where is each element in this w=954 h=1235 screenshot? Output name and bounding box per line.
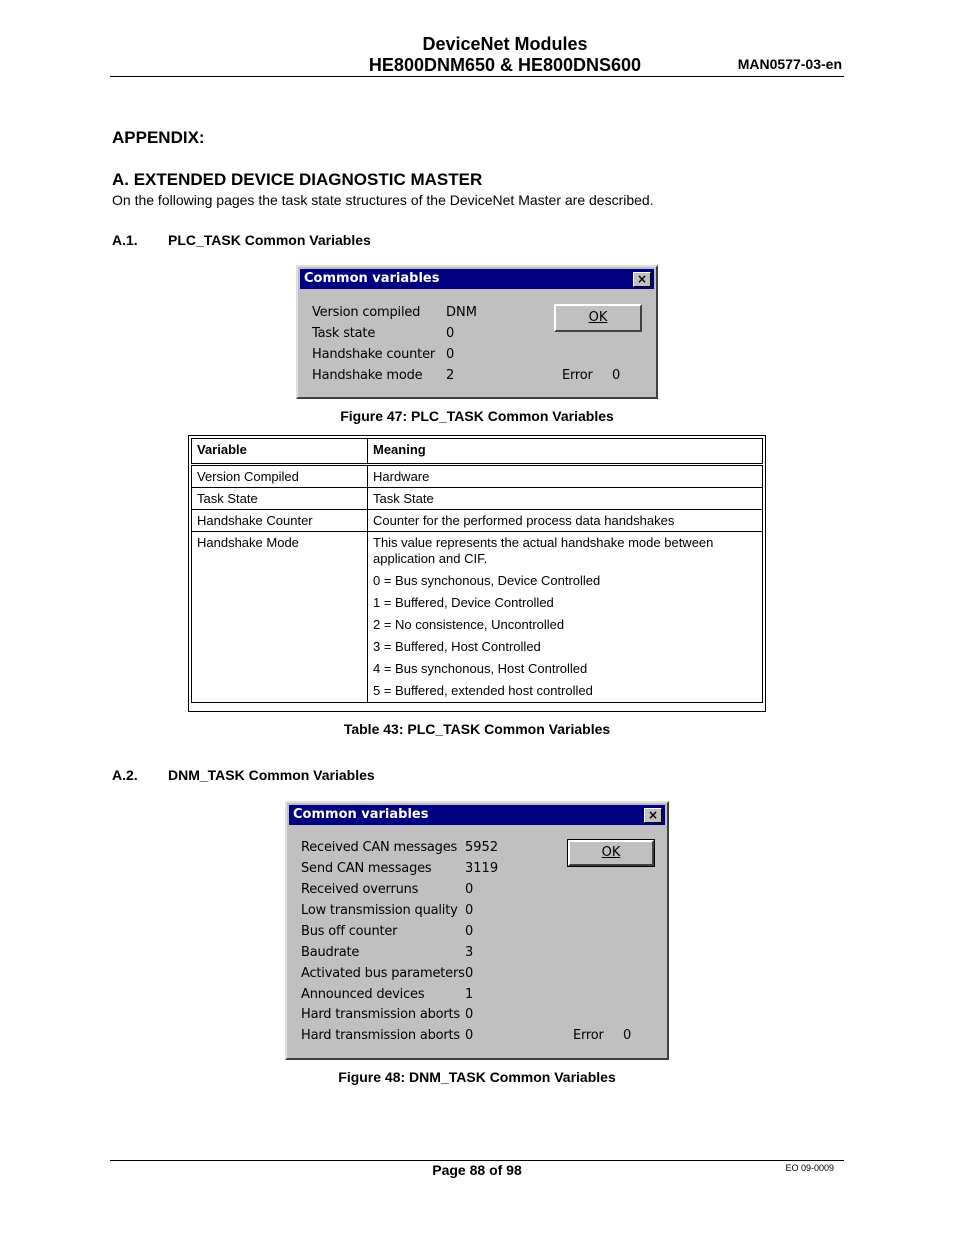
variable-cell: Handshake Mode xyxy=(192,532,368,703)
field-value: 0 xyxy=(465,882,474,897)
figure-47-caption: Figure 47: PLC_TASK Common Variables xyxy=(340,408,614,424)
ok-button-label: OK xyxy=(601,845,621,860)
field-value: 3 xyxy=(465,945,474,960)
close-icon[interactable]: × xyxy=(644,808,662,823)
field-label: Hard transmission aborts xyxy=(301,1007,461,1022)
field-value: 0 xyxy=(446,326,455,341)
dialog-title-bar xyxy=(300,269,654,289)
column-header-meaning: Meaning xyxy=(368,439,763,464)
field-value: 3119 xyxy=(465,861,499,876)
field-value: 2 xyxy=(446,368,455,383)
column-header-variable: Variable xyxy=(192,439,368,464)
field-label: Version compiled xyxy=(312,305,421,320)
eo-number: EO 09-0009 xyxy=(785,1163,834,1173)
ok-button[interactable] xyxy=(568,840,654,866)
meaning-cell: Task State xyxy=(368,488,763,510)
table-row xyxy=(192,510,763,532)
meaning-paragraph: 4 = Bus synchonous, Host Controlled xyxy=(373,661,588,676)
table-row xyxy=(192,466,763,488)
error-label: Error xyxy=(562,368,593,383)
field-value: 0 xyxy=(465,903,474,918)
document-title xyxy=(280,34,730,76)
meaning-paragraph: 2 = No consistence, Uncontrolled xyxy=(373,617,565,632)
section-a2-title: DNM_TASK Common Variables xyxy=(168,767,375,783)
document-title-line1: DeviceNet Modules xyxy=(422,34,588,54)
document-title-line2: HE800DNM650 & HE800DNS600 xyxy=(368,55,642,75)
meaning-paragraph: 3 = Buffered, Host Controlled xyxy=(373,639,541,654)
plc-task-dialog xyxy=(296,265,658,399)
appendix-heading: APPENDIX: xyxy=(112,128,205,147)
field-value: 5952 xyxy=(465,840,499,855)
page-number: Page 88 of 98 xyxy=(432,1162,522,1178)
field-value: 0 xyxy=(465,966,474,981)
table-header-row xyxy=(192,439,763,464)
ok-button-label: OK xyxy=(588,310,608,325)
field-value: 0 xyxy=(465,924,474,939)
meaning-cell: Hardware xyxy=(368,466,763,488)
close-icon[interactable]: × xyxy=(633,272,651,287)
variable-cell: Handshake Counter xyxy=(192,510,368,532)
meaning-cell: Counter for the performed process data handshakes xyxy=(368,510,763,532)
field-value: 0 xyxy=(465,1028,474,1043)
ok-button[interactable] xyxy=(554,304,642,332)
dnm-task-dialog xyxy=(285,801,669,1060)
meaning-paragraph: 5 = Buffered, extended host controlled xyxy=(373,683,593,698)
dialog-title-bar xyxy=(289,805,665,825)
figure-48-caption: Figure 48: DNM_TASK Common Variables xyxy=(338,1069,616,1085)
error-value: 0 xyxy=(612,368,621,383)
error-value: 0 xyxy=(623,1028,632,1043)
field-label: Received overruns xyxy=(301,882,419,897)
table-row xyxy=(192,488,763,510)
field-label: Handshake counter xyxy=(312,347,436,362)
field-label: Announced devices xyxy=(301,987,425,1002)
dialog-title: Common variables xyxy=(304,271,440,286)
field-value: 0 xyxy=(465,1007,474,1022)
footer-rule xyxy=(110,1160,844,1161)
section-a1-title: PLC_TASK Common Variables xyxy=(168,232,371,248)
manual-code: MAN0577-03-en xyxy=(737,56,842,72)
section-a1-number: A.1. xyxy=(112,232,138,248)
field-label: Received CAN messages xyxy=(301,840,458,855)
field-value: 0 xyxy=(446,347,455,362)
section-a2-number: A.2. xyxy=(112,767,138,783)
variable-cell: Task State xyxy=(192,488,368,510)
meaning-cell xyxy=(368,532,763,703)
field-label: Bus off counter xyxy=(301,924,398,939)
field-label: Baudrate xyxy=(301,945,360,960)
field-label: Activated bus parameters xyxy=(301,966,465,981)
meaning-paragraph: 1 = Buffered, Device Controlled xyxy=(373,595,554,610)
field-value: DNM xyxy=(446,305,477,320)
field-label: Low transmission quality xyxy=(301,903,458,918)
field-value: 1 xyxy=(465,987,474,1002)
header-rule xyxy=(110,76,844,77)
error-label: Error xyxy=(573,1028,604,1043)
meaning-paragraph: This value represents the actual handshake mode between application and CIF. xyxy=(373,535,714,566)
table-43 xyxy=(188,435,766,712)
table-row xyxy=(192,532,763,703)
table-43-caption: Table 43: PLC_TASK Common Variables xyxy=(343,721,611,737)
section-a-heading: A. EXTENDED DEVICE DIAGNOSTIC MASTER xyxy=(112,170,483,189)
field-label: Send CAN messages xyxy=(301,861,432,876)
meaning-paragraph: 0 = Bus synchonous, Device Controlled xyxy=(373,573,601,588)
variable-cell: Version Compiled xyxy=(192,466,368,488)
field-label: Handshake mode xyxy=(312,368,423,383)
field-label: Task state xyxy=(312,326,376,341)
dialog-title: Common variables xyxy=(293,807,429,822)
section-a-intro: On the following pages the task state structures of the DeviceNet Master are described. xyxy=(112,192,654,208)
field-label: Hard transmission aborts xyxy=(301,1028,461,1043)
